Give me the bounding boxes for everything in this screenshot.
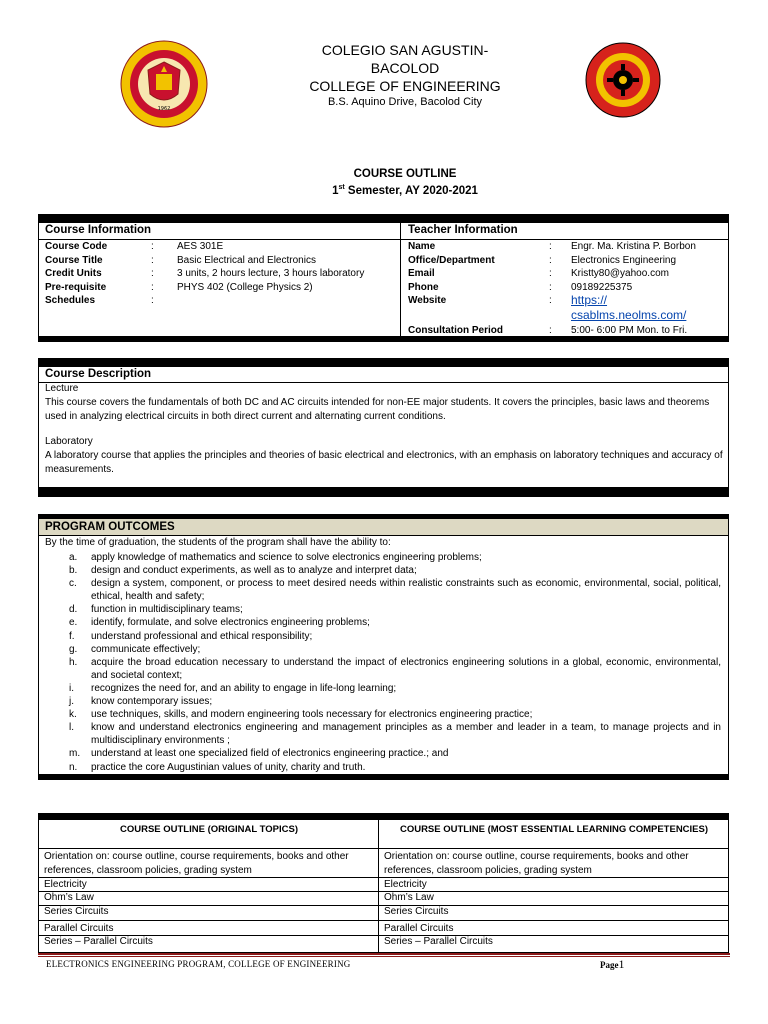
credit-units-row: Credit Units : 3 units, 2 hours lecture, 3 hours laboratory — [45, 268, 365, 279]
teacher-info-heading: Teacher Information — [408, 224, 518, 236]
original-topics-header: COURSE OUTLINE (ORIGINAL TOPICS) — [119, 824, 299, 835]
csa-seal-logo — [120, 40, 208, 128]
melc-topic-electricity: Electricity — [384, 879, 427, 890]
program-outcomes-intro: By the time of graduation, the students of the program shall have the ability to: — [45, 537, 391, 548]
prerequisite-row: Pre-requisite : PHYS 402 (College Physics 2) — [45, 281, 313, 293]
laboratory-label: Laboratory — [45, 436, 93, 447]
original-topic-ohms-law: Ohm’s Law — [44, 892, 94, 903]
program-outcomes-list — [45, 551, 721, 774]
website-link-part2[interactable]: csablms.neolms.com/ — [571, 308, 687, 322]
college-name: COLLEGE OF ENGINEERING — [309, 78, 501, 94]
course-teacher-info-box — [38, 214, 729, 342]
original-topic-orientation: Orientation on: course outline, course requirements, books and other references, classroom policies, grading system — [44, 851, 349, 876]
school-name-line1: COLEGIO SAN AGUSTIN- — [321, 42, 489, 58]
outcome-item: k. use techniques, skills, and modern engineering tools necessary for electronics engineering practice; — [69, 709, 533, 721]
outcome-item: b. design and conduct experiments, as well as to analyze and interpret data; — [69, 565, 417, 577]
footer-rule-thin — [38, 956, 730, 957]
original-topic-series-circuits: Series Circuits — [44, 906, 109, 917]
teacher-info-list — [408, 240, 726, 338]
course-description-heading: Course Description — [45, 368, 152, 380]
outcome-item: i. recognizes the need for, and an ability to engage in life-long learning; — [69, 682, 397, 694]
melc-topic-orientation: Orientation on: course outline, course requirements, books and other references, classroom policies, grading system — [384, 851, 689, 876]
website-link-part1[interactable]: https:// — [571, 293, 608, 307]
consultation-period-row: Consultation Period : 5:00- 6:00 PM Mon. to Fri. — [408, 325, 688, 336]
outcome-item: c. design a system, component, or process to meet desired needs within realistic constraints such as economic, environmental, social, political, ethical, health and safety; — [69, 578, 721, 603]
outcome-item: l. know and understand electronics engineering and management principles as a member and leader in a team, to manage projects and in multidisciplinary environments ; — [69, 722, 721, 747]
course-code-row: Course Code : AES 301E — [45, 241, 224, 252]
melc-topic-series-circuits: Series Circuits — [384, 906, 449, 917]
course-info-heading: Course Information — [45, 224, 152, 236]
footer-program-name: ELECTRONICS ENGINEERING PROGRAM, COLLEGE OF ENGINEERING — [46, 959, 351, 969]
footer-rule — [38, 953, 730, 955]
svg-text:1962: 1962 — [157, 106, 171, 112]
outcome-item: g. communicate effectively; — [69, 643, 201, 655]
teacher-email-row: Email : Kristty80@yahoo.com — [408, 268, 669, 279]
melc-topic-parallel-circuits: Parallel Circuits — [384, 923, 454, 934]
lecture-description: This course covers the fundamentals of both DC and AC circuits intended for non-EE major students. It covers the principles, basic laws and theorems used in analyzing electrical circuits in both direct current and alternating current conditions. — [45, 397, 710, 422]
program-outcomes-box — [38, 514, 729, 780]
melc-topic-series-parallel: Series – Parallel Circuits — [384, 936, 493, 947]
teacher-office-row: Office/Department : Electronics Engineering — [408, 254, 677, 266]
course-description-box — [38, 358, 729, 497]
teacher-website-row: Website : https:// csablms.neolms.com/ — [408, 293, 687, 322]
school-address: B.S. Aquino Drive, Bacolod City — [327, 96, 483, 108]
outcome-item: f. understand professional and ethical responsibility; — [69, 630, 313, 642]
course-info-list — [45, 240, 395, 308]
program-outcomes-heading: PROGRAM OUTCOMES — [39, 519, 728, 536]
outcome-item: d. function in multidisciplinary teams; — [69, 604, 243, 616]
page-number: Page1 — [600, 957, 625, 971]
school-name-line2: BACOLOD — [370, 60, 440, 76]
college-of-engineering-logo — [585, 42, 661, 118]
original-topic-electricity: Electricity — [44, 879, 87, 890]
document-title: COURSE OUTLINE — [353, 168, 457, 180]
outcome-item: h. acquire the broad education necessary to understand the impact of electronics engineering solutions in a global, economic, environmental, and societal context; — [69, 656, 721, 681]
melc-topic-ohms-law: Ohm’s Law — [384, 892, 434, 903]
teacher-phone-row: Phone : 09189225375 — [408, 281, 633, 293]
lecture-label: Lecture — [45, 383, 79, 394]
original-topic-series-parallel: Series – Parallel Circuits — [44, 936, 153, 947]
schedules-row: Schedules : — [45, 295, 154, 306]
melc-header: COURSE OUTLINE (MOST ESSENTIAL LEARNING COMPETENCIES) — [399, 824, 709, 835]
outcome-item: n. practice the core Augustinian values of unity, charity and truth. — [69, 761, 366, 773]
outcome-item: j. know contemporary issues; — [69, 696, 213, 708]
outcome-item: m. understand at least one specialized field of electronics engineering practice.; and — [69, 748, 449, 760]
outcome-item: e. identify, formulate, and solve electronics engineering problems; — [69, 617, 370, 629]
laboratory-description: A laboratory course that applies the principles and theories of basic electrical and electronics, with an emphasis on laboratory techniques and accuracy of measurements. — [45, 450, 723, 475]
teacher-name-row: Name : Engr. Ma. Kristina P. Borbon — [408, 241, 696, 252]
outcome-item: a. apply knowledge of mathematics and science to solve electronics engineering problems; — [69, 552, 482, 563]
course-title-row: Course Title : Basic Electrical and Electronics — [45, 254, 316, 266]
original-topic-parallel-circuits: Parallel Circuits — [44, 923, 114, 934]
course-outline-table — [38, 813, 729, 953]
semester-line: 1st Semester, AY 2020-2021 — [332, 184, 478, 197]
